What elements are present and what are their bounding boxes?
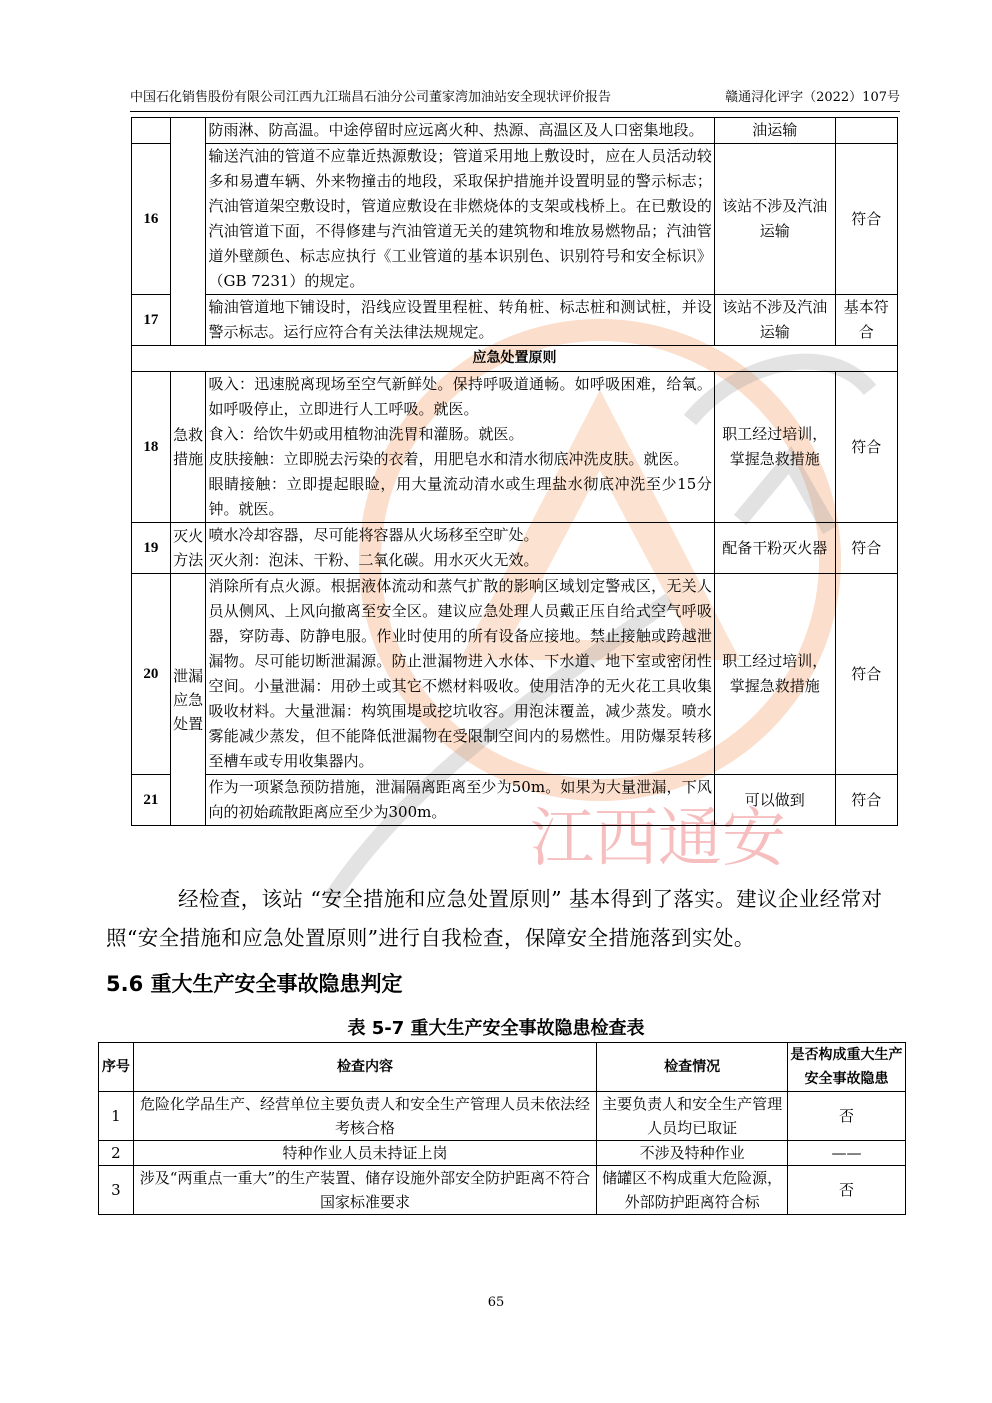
- content-line: 消除所有点火源。根据液体流动和蒸气扩散的影响区域划定警戒区，无关人员从侧风、上风向撤离至安全区。建议应急处理人员戴正压自给式空气呼吸器，穿防毒、防静电服。作业时使用的所有设备应接地。禁止接触或跨越泄漏物。尽可能切断泄漏源。防止泄漏物进入水体、下水道、地下室或密闭性空间。小量泄漏：用砂土或其它不燃材料吸收。使用洁净的无火花工具收集吸收材料。大量泄漏：构筑围堤或挖坑收容。用泡沫覆盖，减少蒸发。喷水雾能减少蒸发，但不能降低泄漏物在受限制空间内的易燃性。用防爆泵转移至槽车或专用收集器内。: [208, 577, 712, 770]
- row-num: 3: [99, 1166, 134, 1215]
- row-num: 18: [132, 372, 171, 523]
- row-content: 危险化学品生产、经营单位主要负责人和安全生产管理人员未依法经考核合格: [133, 1092, 596, 1141]
- row-check: 储罐区不构成重大危险源，外部防护距离符合标: [597, 1166, 788, 1215]
- header-result: 是否构成重大生产安全事故隐患: [788, 1043, 906, 1092]
- row-num: 16: [132, 144, 171, 295]
- row-category: 泄漏应急处置: [170, 574, 206, 826]
- row-check: 可以做到: [714, 775, 835, 826]
- row-num: 2: [99, 1141, 134, 1166]
- table-row: [99, 1141, 906, 1166]
- row-result: 否: [788, 1166, 906, 1215]
- row-result: 符合: [835, 144, 897, 295]
- row-content: 特种作业人员未持证上岗: [133, 1141, 596, 1166]
- header-content: 检查内容: [133, 1043, 596, 1092]
- row-result: 否: [788, 1092, 906, 1141]
- row-num: 17: [132, 295, 171, 346]
- row-check: 油运输: [714, 118, 835, 144]
- conclusion-paragraph: 经检查，该站 “安全措施和应急处置原则” 基本得到了落实。建议企业经常对照“安全措施和应急处置原则”进行自我检查，保障安全措施落到实处。: [106, 887, 883, 950]
- row-category: 急救措施: [170, 372, 206, 523]
- table-row: [132, 372, 898, 523]
- section-row: [132, 346, 898, 372]
- row-result: 符合: [835, 574, 897, 775]
- row-num: [132, 118, 171, 144]
- table-row: [99, 1092, 906, 1141]
- table-row: [132, 144, 898, 295]
- row-result: 符合: [835, 523, 897, 574]
- row-content: [206, 372, 714, 523]
- content-line: 眼睛接触：立即提起眼睑，用大量流动清水或生理盐水彻底冲洗至少15分钟。就医。: [208, 475, 712, 518]
- row-num: 19: [132, 523, 171, 574]
- row-result: 基本符合: [835, 295, 897, 346]
- row-content: [206, 775, 714, 826]
- row-category: 灭火方法: [170, 523, 206, 574]
- row-category: [170, 118, 206, 346]
- watermark-text: 江西通安: [530, 802, 786, 876]
- row-content: [206, 523, 714, 574]
- row-content: 涉及“两重点一重大”的生产装置、储存设施外部安全防护距离不符合国家标准要求: [133, 1166, 596, 1215]
- table-header-row: [99, 1043, 906, 1092]
- row-result: 符合: [835, 775, 897, 826]
- row-result: ——: [788, 1141, 906, 1166]
- header-report-number: 赣通浔化评字（2022）107号: [725, 90, 900, 105]
- table-row: [99, 1166, 906, 1215]
- table-row: [132, 295, 898, 346]
- page-number: 65: [487, 1295, 505, 1310]
- row-check: 该站不涉及汽油运输: [714, 295, 835, 346]
- table-row: [132, 523, 898, 574]
- table-row: [132, 574, 898, 775]
- table-caption: 表 5-7 重大生产安全事故隐患检查表: [347, 1018, 645, 1039]
- row-num: 20: [132, 574, 171, 775]
- page-header: [130, 86, 900, 112]
- row-content: 输送汽油的管道不应靠近热源敷设；管道采用地上敷设时，应在人员活动较多和易遭车辆、外来物撞击的地段，采取保护措施并设置明显的警示标志；汽油管道架空敷设时，管道应敷设在非燃烧体的支架或栈桥上。在已敷设的汽油管道下面，不得修建与汽油管道无关的建筑物和堆放易燃物品；汽油管道外壁颜色、标志应执行《工业管道的基本识别色、识别符号和安全标识》（GB 7231）的规定。: [206, 144, 714, 295]
- header-report-title: 中国石化销售股份有限公司江西九江瑞昌石油分公司董家湾加油站安全现状评价报告: [130, 90, 612, 105]
- content-line: 喷水冷却容器，尽可能将容器从火场移至空旷处。: [208, 526, 539, 544]
- content-line: 作为一项紧急预防措施，泄漏隔离距离至少为50m。如果为大量泄漏，下风向的初始疏散距离应至少为300m。: [208, 778, 712, 821]
- row-check: 主要负责人和安全生产管理人员均已取证: [597, 1092, 788, 1141]
- row-result: [835, 118, 897, 144]
- major-hazard-table: [98, 1042, 906, 1215]
- header-num: 序号: [99, 1043, 134, 1092]
- header-check: 检查情况: [597, 1043, 788, 1092]
- row-check: 职工经过培训，掌握急救措施: [714, 372, 835, 523]
- row-check: 该站不涉及汽油运输: [714, 144, 835, 295]
- table-row: [132, 118, 898, 144]
- safety-measures-table: [131, 117, 898, 826]
- row-content: 输油管道地下铺设时，沿线应设置里程桩、转角桩、标志桩和测试桩，并设警示标志。运行应符合有关法律法规规定。: [206, 295, 714, 346]
- row-result: 符合: [835, 372, 897, 523]
- table-row: [132, 775, 898, 826]
- content-line: 皮肤接触：立即脱去污染的衣着，用肥皂水和清水彻底冲洗皮肤。就医。: [208, 450, 689, 468]
- row-check: 职工经过培训，掌握急救措施: [714, 574, 835, 775]
- section-heading: 5.6 重大生产安全事故隐患判定: [106, 972, 403, 996]
- row-check: 配备干粉灭火器: [714, 523, 835, 574]
- row-content: 防雨淋、防高温。中途停留时应远离火种、热源、高温区及人口密集地段。: [206, 118, 714, 144]
- content-line: 吸入：迅速脱离现场至空气新鲜处。保持呼吸道通畅。如呼吸困难，给氧。如呼吸停止，立即进行人工呼吸。就医。: [208, 375, 712, 418]
- row-check: 不涉及特种作业: [597, 1141, 788, 1166]
- section-title: 应急处置原则: [132, 346, 898, 372]
- row-content: [206, 574, 714, 775]
- content-line: 灭火剂：泡沫、干粉、二氧化碳。用水灭火无效。: [208, 551, 539, 569]
- content-line: 食入：给饮牛奶或用植物油洗胃和灌肠。就医。: [208, 425, 524, 443]
- row-num: 21: [132, 775, 171, 826]
- row-num: 1: [99, 1092, 134, 1141]
